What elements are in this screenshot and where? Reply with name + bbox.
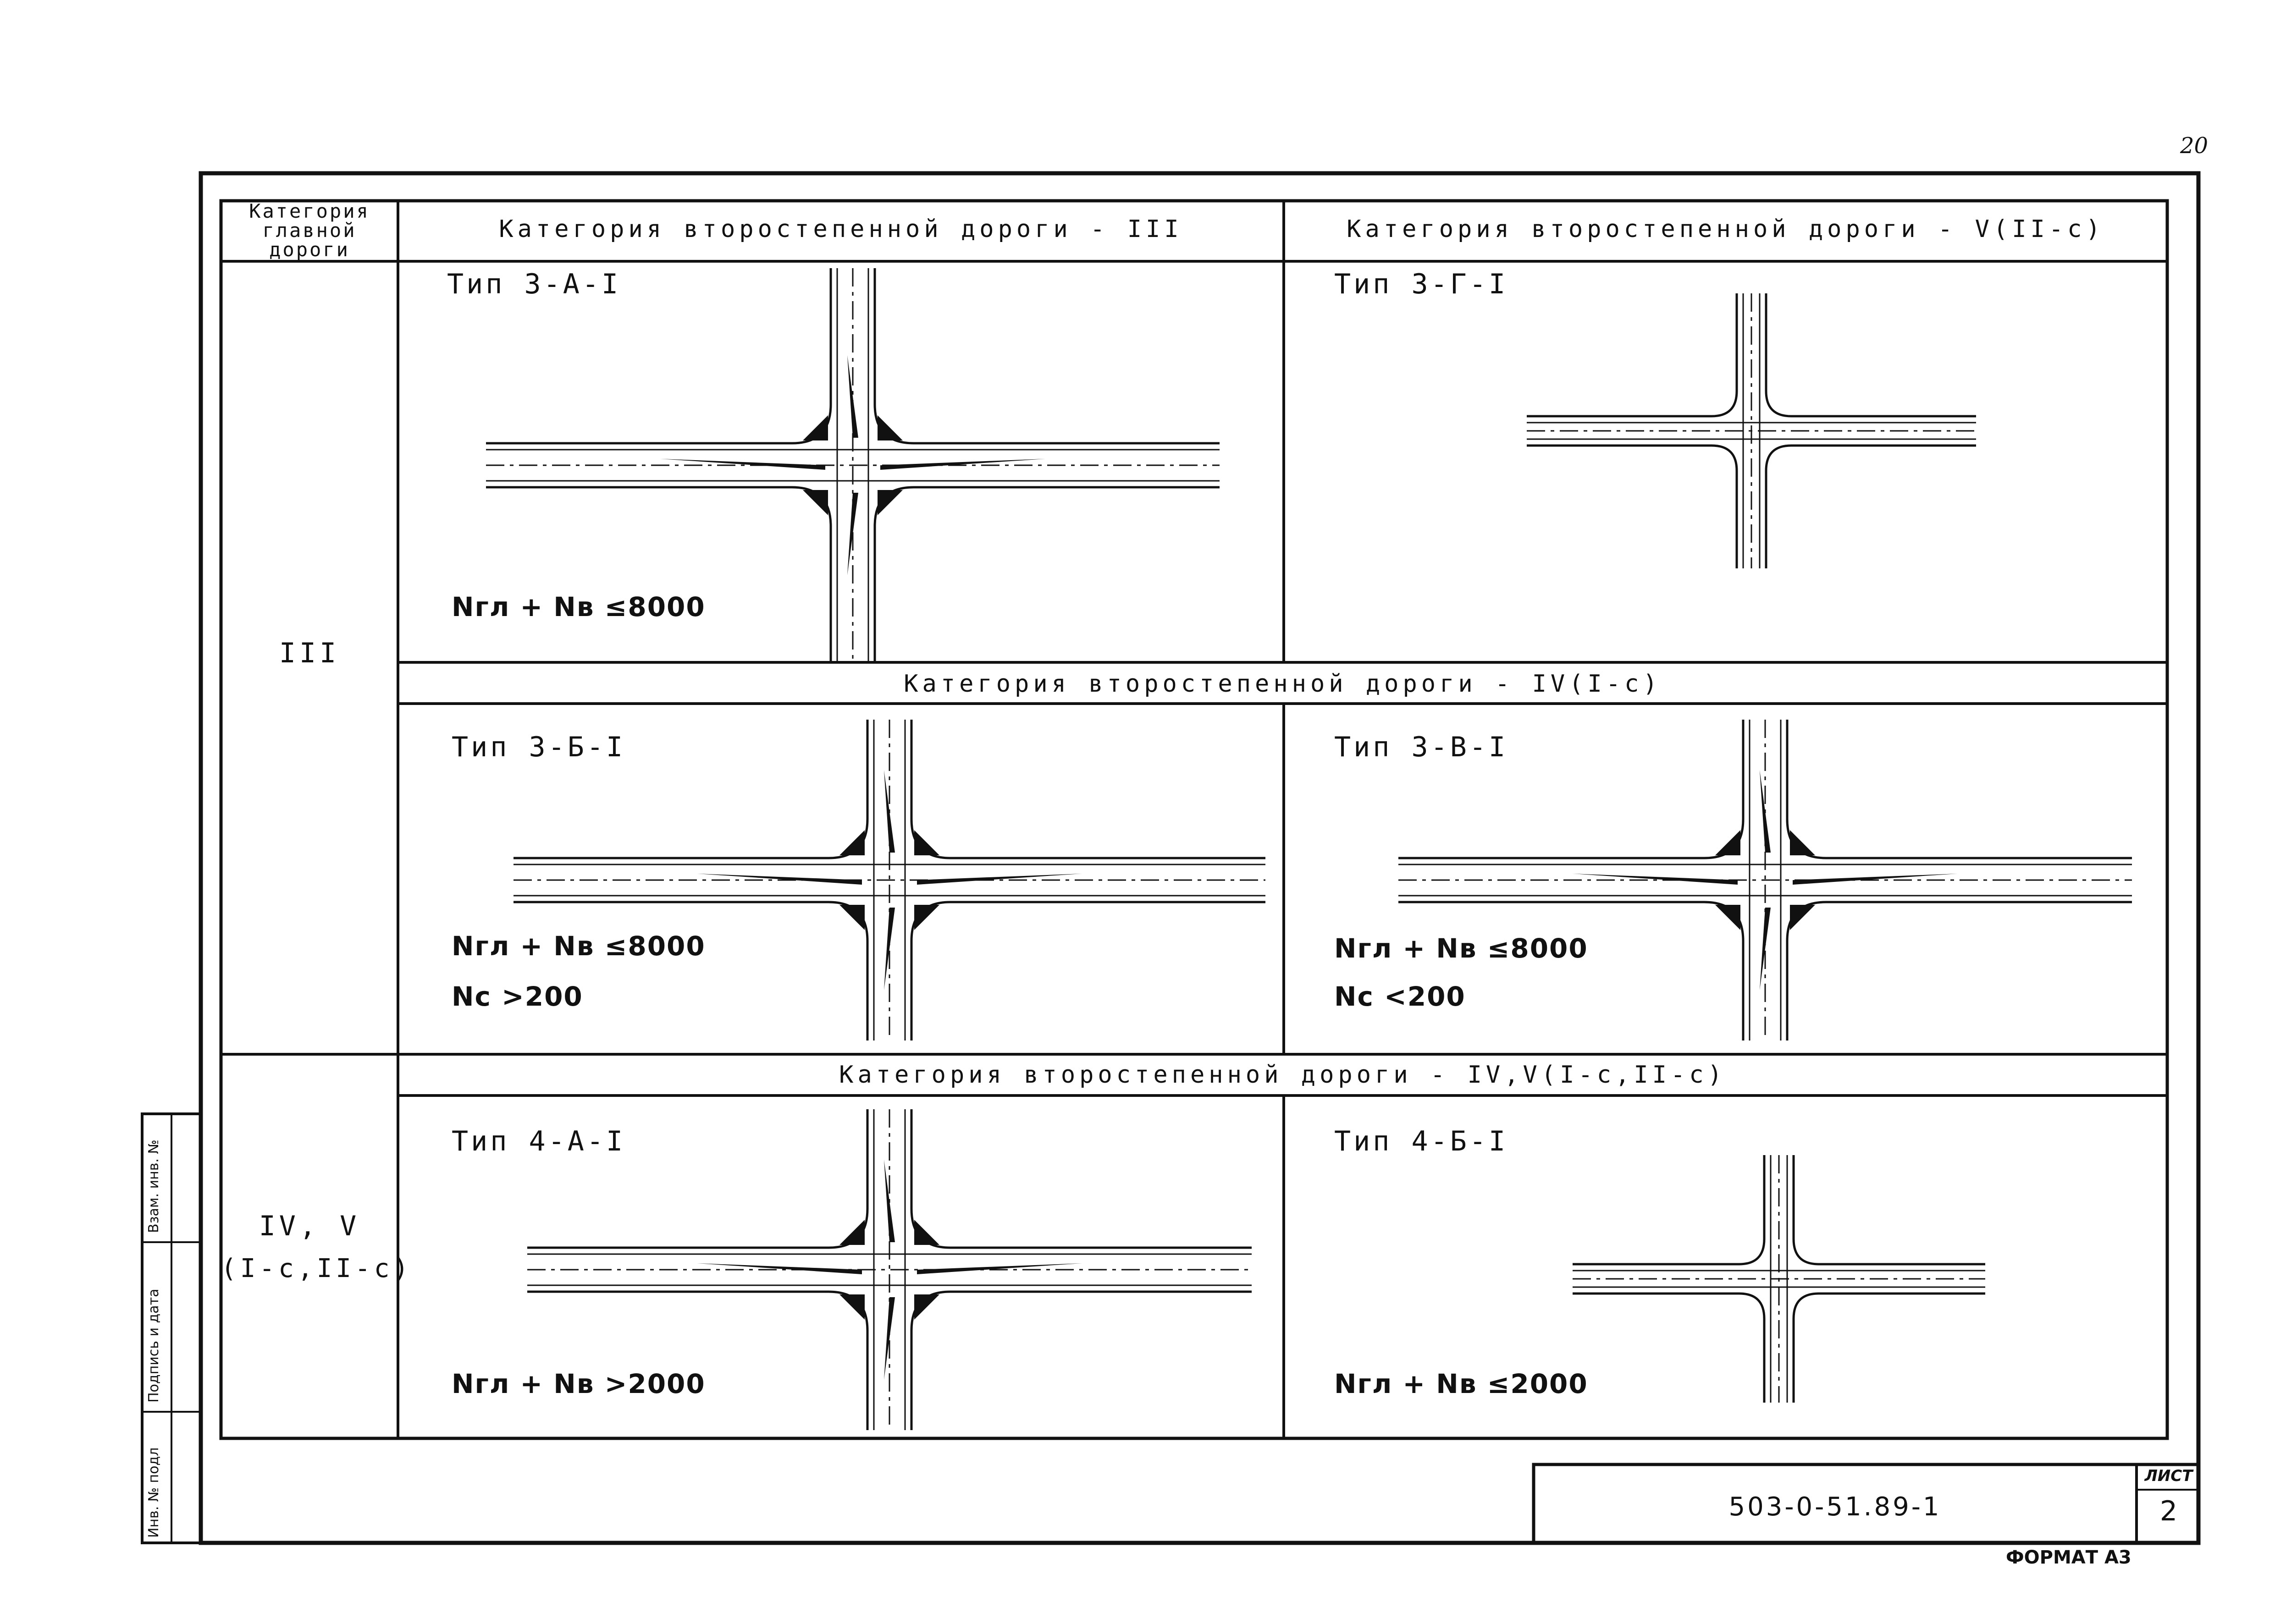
intersection-diagram-4B1 bbox=[1573, 1155, 1985, 1403]
main-category-row2-line2: (I-с,II-с) bbox=[221, 1254, 413, 1283]
corner-island-3 bbox=[914, 905, 939, 930]
corner-island-1 bbox=[914, 830, 939, 855]
island-1 bbox=[917, 874, 1082, 885]
formula-3B1-b: Nс >200 bbox=[452, 981, 583, 1012]
corner-island-0 bbox=[839, 1220, 865, 1245]
type-label-3V1: Тип 3-В-I bbox=[1334, 731, 1508, 763]
side-label-inv-no: Инв. № подл bbox=[146, 1447, 162, 1538]
road-edge-3 bbox=[911, 1292, 1252, 1430]
corner-island-3 bbox=[1790, 905, 1815, 930]
road-edge-2 bbox=[1573, 1294, 1764, 1403]
intersection-diagram-3G1 bbox=[1527, 293, 1976, 568]
road-edge-3 bbox=[1766, 446, 1976, 568]
island-0 bbox=[1573, 874, 1738, 885]
road-edge-2 bbox=[1527, 446, 1737, 568]
corner-island-3 bbox=[878, 490, 903, 515]
road-edge-1 bbox=[911, 720, 1265, 858]
island-1 bbox=[917, 1263, 1082, 1274]
type-label-4B1: Тип 4-Б-I bbox=[1334, 1125, 1508, 1157]
island-1 bbox=[880, 459, 1045, 470]
road-edge-2 bbox=[1398, 902, 1743, 1040]
formula-3V1-a: Nгл + Nв ≤8000 bbox=[1334, 933, 1588, 964]
road-edge-0 bbox=[1398, 720, 1743, 858]
sheet-number: 2 bbox=[2159, 1495, 2178, 1527]
road-edge-0 bbox=[527, 1109, 867, 1248]
side-label-sign-date: Подпись и дата bbox=[146, 1288, 162, 1403]
intersection-diagram-4A1 bbox=[527, 1109, 1252, 1430]
secondary-category-III-header: Категория второстепенной дороги - III bbox=[499, 215, 1183, 243]
secondary-category-IV-header: Категория второстепенной дороги - IV(I-с) bbox=[904, 670, 1662, 698]
corner-island-1 bbox=[878, 415, 903, 440]
island-2 bbox=[1760, 770, 1771, 853]
corner-island-0 bbox=[803, 415, 828, 440]
type-label-3B1: Тип 3-Б-I bbox=[452, 731, 626, 763]
road-edge-3 bbox=[911, 902, 1265, 1040]
road-edge-1 bbox=[1787, 720, 2132, 858]
corner-island-2 bbox=[803, 490, 828, 515]
type-label-3G1: Тип 3-Г-I bbox=[1334, 268, 1508, 300]
sheet-label: ЛИСТ bbox=[2144, 1467, 2193, 1485]
road-edge-3 bbox=[875, 487, 1220, 662]
secondary-category-IV-V-header: Категория второстепенной дороги - IV,V(I-с,II-с) bbox=[839, 1061, 1726, 1089]
road-edge-2 bbox=[486, 487, 831, 662]
drawing-code: 503-0-51.89-1 bbox=[1728, 1492, 1942, 1522]
main-category-row1: III bbox=[279, 637, 340, 669]
corner-island-2 bbox=[1715, 905, 1740, 930]
island-1 bbox=[1793, 874, 1958, 885]
road-edge-0 bbox=[514, 720, 867, 858]
corner-island-2 bbox=[839, 905, 865, 930]
road-edge-2 bbox=[514, 902, 867, 1040]
corner-island-1 bbox=[914, 1220, 939, 1245]
type-label-3A1: Тип 3-А-I bbox=[447, 268, 621, 300]
intersection-diagram-3V1 bbox=[1398, 720, 2132, 1040]
type-label-4A1: Тип 4-А-I bbox=[452, 1125, 626, 1157]
road-edge-3 bbox=[1787, 902, 2132, 1040]
road-edge-3 bbox=[1794, 1294, 1985, 1403]
corner-island-3 bbox=[914, 1294, 939, 1320]
island-2 bbox=[884, 1160, 895, 1242]
road-edge-0 bbox=[486, 268, 831, 443]
road-edge-1 bbox=[911, 1109, 1252, 1248]
formula-4A1: Nгл + Nв >2000 bbox=[452, 1368, 706, 1399]
side-label-replace-inv: Взам. инв. № bbox=[146, 1140, 162, 1233]
road-edge-1 bbox=[1766, 293, 1976, 416]
road-edge-2 bbox=[527, 1292, 867, 1430]
island-0 bbox=[697, 874, 862, 885]
corner-island-0 bbox=[839, 830, 865, 855]
main-category-header: Категория главной дороги bbox=[249, 200, 370, 261]
road-edge-1 bbox=[1794, 1155, 1985, 1264]
corner-island-0 bbox=[1715, 830, 1740, 855]
island-2 bbox=[884, 770, 895, 853]
island-0 bbox=[697, 1263, 862, 1274]
formula-3B1-a: Nгл + Nв ≤8000 bbox=[452, 930, 706, 962]
road-edge-0 bbox=[1573, 1155, 1764, 1264]
format-label: ФОРМАТ А3 bbox=[2006, 1547, 2131, 1568]
intersection-diagram-3A1 bbox=[486, 268, 1220, 662]
road-edge-0 bbox=[1527, 293, 1737, 416]
formula-4B1: Nгл + Nв ≤2000 bbox=[1334, 1368, 1588, 1399]
main-category-row2-line1: IV, V bbox=[259, 1210, 360, 1242]
page-number: 20 bbox=[2180, 133, 2209, 159]
corner-island-1 bbox=[1790, 830, 1815, 855]
secondary-category-V-header: Категория второстепенной дороги - V(II-с) bbox=[1347, 215, 2104, 243]
corner-island-2 bbox=[839, 1294, 865, 1320]
island-0 bbox=[660, 459, 825, 470]
island-3 bbox=[847, 493, 858, 575]
formula-3V1-b: Nс <200 bbox=[1334, 981, 1466, 1012]
intersection-diagram-3B1 bbox=[514, 720, 1265, 1040]
road-edge-1 bbox=[875, 268, 1220, 443]
formula-3A1: Nгл + Nв ≤8000 bbox=[452, 591, 706, 622]
